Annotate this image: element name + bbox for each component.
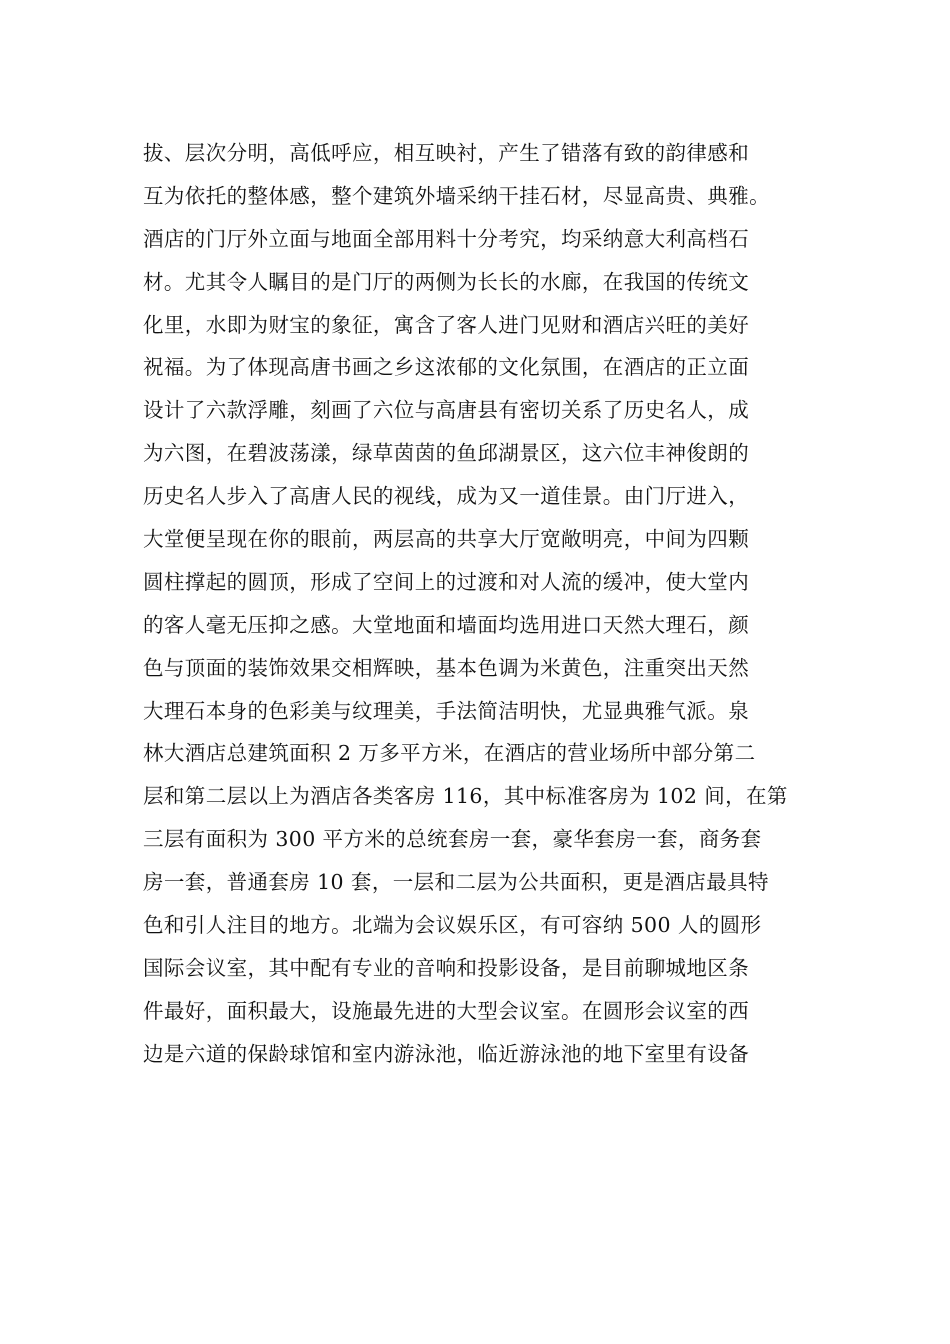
body-text — [143, 132, 823, 1076]
text-line: 圆柱撑起的圆顶，形成了空间上的过渡和对人流的缓冲，使大堂内 — [143, 569, 750, 594]
text-line: 层和第二层以上为酒店各类客房 116，其中标准客房为 102 间，在第 — [143, 784, 788, 809]
text-line: 设计了六款浮雕，刻画了六位与高唐县有密切关系了历史名人，成 — [143, 398, 750, 423]
text-line: 互为依托的整体感，整个建筑外墙采纳干挂石材，尽显高贵、典雅。 — [143, 183, 770, 208]
text-line: 历史名人步入了高唐人民的视线，成为又一道佳景。由门厅进入， — [143, 484, 750, 509]
text-line: 为六图，在碧波荡漾，绿草茵茵的鱼邱湖景区，这六位丰神俊朗的 — [143, 441, 750, 466]
text-line: 化里，水即为财宝的象征，寓含了客人进门见财和酒店兴旺的美好 — [143, 312, 750, 337]
text-line: 的客人毫无压抑之感。大堂地面和墙面均选用进口天然大理石，颜 — [143, 612, 750, 637]
text-line: 林大酒店总建筑面积 2 万多平方米，在酒店的营业场所中部分第二 — [143, 741, 756, 766]
text-line: 国际会议室，其中配有专业的音响和投影设备，是目前聊城地区条 — [143, 955, 750, 980]
text-line: 房一套，普通套房 10 套，一层和二层为公共面积，更是酒店最具特 — [143, 870, 769, 895]
text-line: 色与顶面的装饰效果交相辉映，基本色调为米黄色，注重突出天然 — [143, 655, 750, 680]
text-line: 色和引人注目的地方。北端为会议娱乐区，有可容纳 500 人的圆形 — [143, 913, 762, 938]
text-line: 大堂便呈现在你的眼前，两层高的共享大厅宽敞明亮，中间为四颗 — [143, 527, 750, 552]
text-line: 材。尤其令人瞩目的是门厅的两侧为长长的水廊，在我国的传统文 — [143, 269, 750, 294]
text-line: 三层有面积为 300 平方米的总统套房一套，豪华套房一套，商务套 — [143, 827, 762, 852]
text-line: 祝福。为了体现高唐书画之乡这浓郁的文化氛围，在酒店的正立面 — [143, 355, 750, 380]
text-line: 边是六道的保龄球馆和室内游泳池，临近游泳池的地下室里有设备 — [143, 1041, 750, 1066]
text-line: 拔、层次分明，高低呼应，相互映衬，产生了错落有致的韵律感和 — [143, 141, 750, 165]
text-line: 大理石本身的色彩美与纹理美，手法简洁明快，尤显典雅气派。泉 — [143, 698, 750, 723]
text-line: 件最好，面积最大，设施最先进的大型会议室。在圆形会议室的西 — [143, 998, 750, 1023]
text-line: 酒店的门厅外立面与地面全部用料十分考究，均采纳意大利高档石 — [143, 226, 750, 251]
